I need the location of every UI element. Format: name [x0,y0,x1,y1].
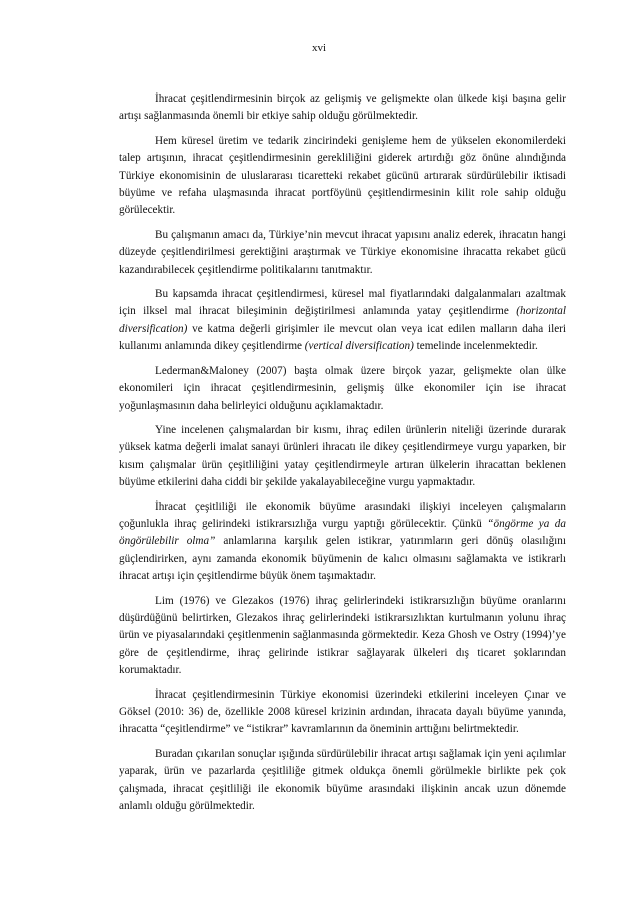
paragraph-text: İhracat çeşitlendirmesinin birçok az gelişmiş ve gelişmekte olan ülkede kişi başına gelir artışı sağlanmasında önemli bir etkiye sahip olduğu görülmektedir. [119,93,566,123]
paragraph [119,746,566,816]
paragraph [119,593,566,680]
italic-term: (horizontal diversification) [119,305,566,335]
paragraph-text: Bu kapsamda ihracat çeşitlendirmesi, küresel mal fiyatlarındaki dalgalanmaları azaltmak için ilksel mal ihracat bileşiminin değiştirilmesi anlamında yatay çeşitlendirme [119,288,566,318]
paragraph-text: Hem küresel üretim ve tedarik zincirindeki genişleme hem de yükselen ekonomilerdeki talep artışının, ihracat çeşitlendirmesinin gerekliliğini giderek artırdığı göz önüne alındığında Türkiye ekonomisinin de uluslararası ticaretteki rekabet gücünü artırarak sürdürülebilir iktisadi büyüme ve refaha ulaşmasında ihracat portföyünü çeşitlendirmesinin kilit role sahip olduğu görülecektir. [119,134,566,217]
paragraph [119,91,566,126]
paragraph [119,499,566,586]
italic-term: “öngörme ya da öngörülebilir olma” [119,517,566,548]
paragraph-text: İhracat çeşitlendirmesinin Türkiye ekonomisi üzerindeki etkilerini inceleyen Çınar ve Göksel (2010: 36) de, özellikle 2008 küresel krizinin ardından, ihracata dayalı büyüme yanında, ihracatta “çeşitlendirme” ve “istikrar” kavramlarının da öneminin arttığını belirtmektedir. [119,688,566,736]
page-number: xvi [311,42,327,54]
paragraph-text: Lim (1976) ve Glezakos (1976) ihraç gelirlerindeki istikrarsızlığın büyüme oranlarını düşürdüğünü belirtirken, Glezakos ihraç gelirlerindeki istikrarsızlıktan kurtulmanın yolunu ihraç ürün ve piyasalarındaki çeşitlenmenin sağlanmasında görmektedir. Keza Ghosh ve Ostry (1994)’ye göre de çeşitlendirme, ihraç gelirinde istikrar sağlayarak ülkeleri dış ticaret şoklarından korumaktadır. [119,594,566,677]
paragraph-text: Bu çalışmanın amacı da, Türkiye’nin mevcut ihracat yapısını analiz ederek, ihracatın hangi düzeyde çeşitlendirilmesi gerektiğini araştırmak ve Türkiye ekonomisine ihracatta rekabet gücü kazandırabilecek çeşitlendirme politikalarını tanıtmaktır. [119,228,566,276]
paragraph-text: Buradan çıkarılan sonuçlar ışığında sürdürülebilir ihracat artışı sağlamak için yeni açılımlar yaparak, ürün ve pazarlarda çeşitliliğe gitmek oldukça önemli görülmekle birlikte pek çok çalışmada, ihracat çeşitliliği ile ekonomik büyüme arasındaki ilişkinin ancak uzun dönemde anlamlı olduğu görülmektedir. [119,747,566,813]
paragraph-text: ve katma değerli girişimler ile mevcut olan veya icat edilen malların daha ileri kullanımı anlamında dikey çeşitlendirme [119,322,566,353]
paragraph [119,422,566,492]
paragraph-text: temelinde incelenmektedir. [413,340,538,353]
paragraph-text: anlamlarına karşılık gelen istikrar, yatırımların geri dönüş olasılığını güçlendirirken, aynı zamanda ekonomik büyümenin de kalıcı olmasını sağlamakta ve istikrarlı ihracat artışı için çeşitlendirme büyük önem taşımaktadır. [119,535,566,583]
paragraph [119,363,566,415]
paragraph [119,286,566,356]
paragraph [119,133,566,220]
paragraph-text: Yine incelenen çalışmalardan bir kısmı, ihraç edilen ürünlerin niteliği üzerinde durarak yüksek katma değerli imalat sanayi ürünleri ihracatı ile dikey çeşitlendirmeye vurgu yaparken, bir kısım çalışmalar ürün çeşitliliğini yatay çeşitlendirmeyle artıran ülkelerin ihracattan beklenen büyüme etkilerini daha ciddi bir şekilde yakalayabileceğine vurgu yapmaktadır. [119,423,566,489]
paragraph-text: İhracat çeşitliliği ile ekonomik büyüme arasındaki ilişkiyi inceleyen çalışmaların çoğunlukla ihraç gelirindeki istikrarsızlığa vurgu yaptığı görülecektir. Çünkü [119,500,566,530]
body-text [119,91,566,822]
paragraph-text: Lederman&Maloney (2007) başta olmak üzere birçok yazar, gelişmekte olan ülke ekonomileri için ihracat çeşitlendirmesinin, gelişmiş ülke ekonomiler için ise ihracat yoğunlaşmasının daha belirleyici olduğunu açıklamaktadır. [119,364,566,412]
paragraph [119,227,566,279]
italic-term: (vertical diversification) [304,340,414,353]
paragraph [119,687,566,739]
